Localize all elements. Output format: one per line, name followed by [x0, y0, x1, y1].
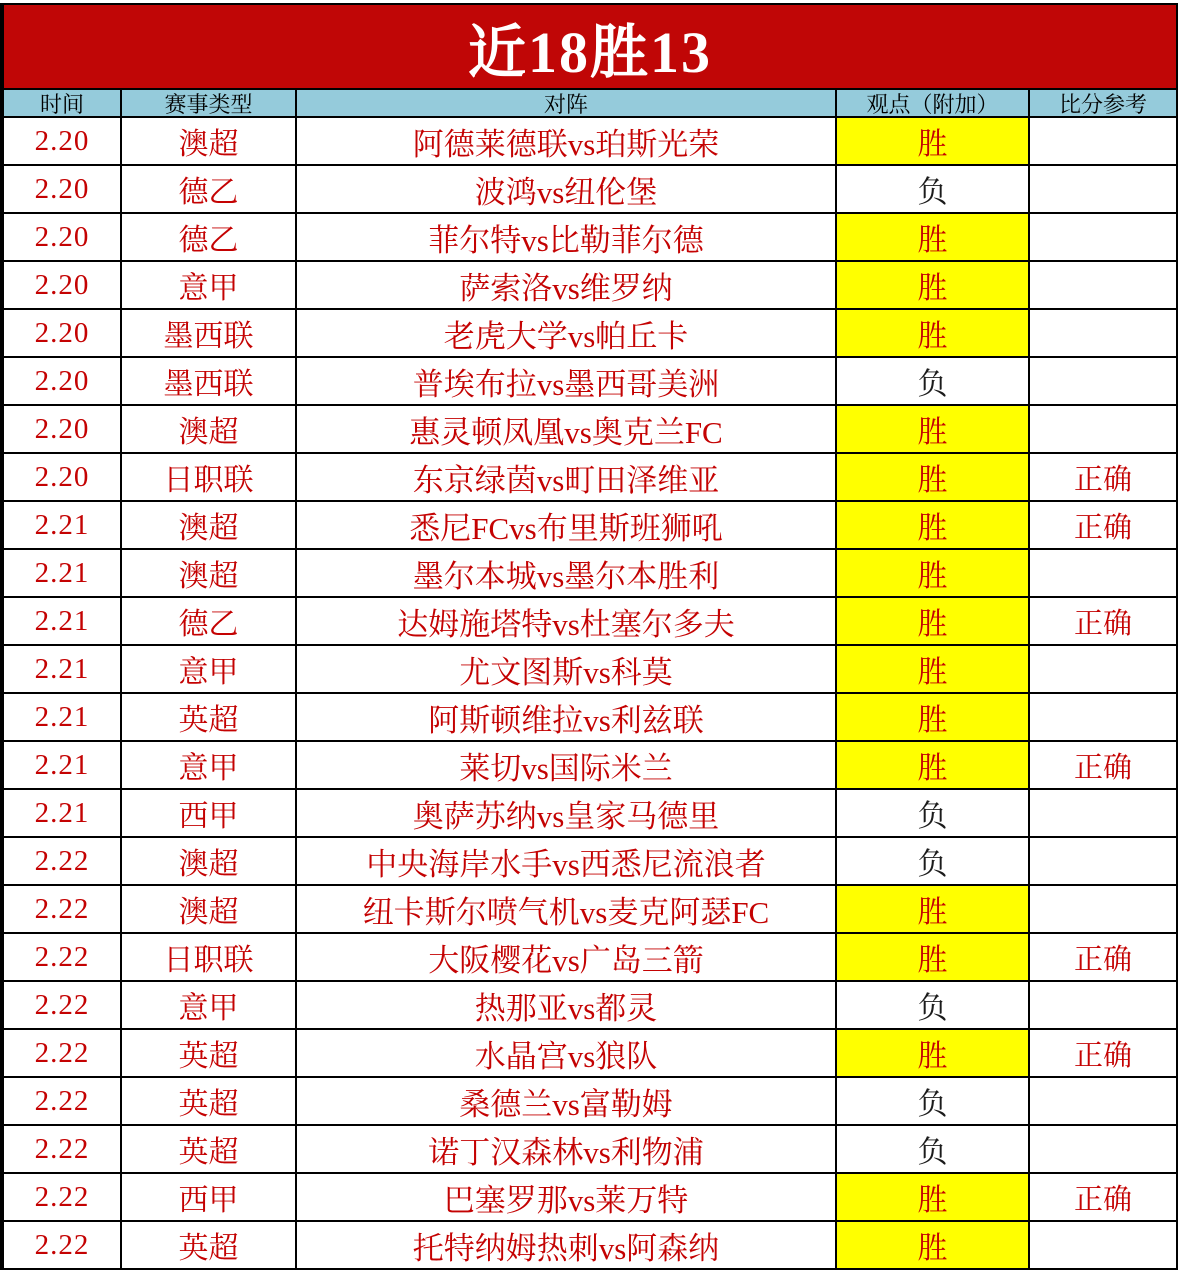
cell-match: 巴塞罗那vs莱万特	[297, 1174, 837, 1222]
cell-league: 意甲	[122, 982, 297, 1030]
table-row	[4, 406, 1176, 454]
cell-pick: 负	[837, 358, 1030, 406]
cell-date: 2.22	[4, 838, 122, 886]
cell-league: 德乙	[122, 598, 297, 646]
cell-match: 奥萨苏纳vs皇家马德里	[297, 790, 837, 838]
cell-pick: 胜	[837, 694, 1030, 742]
cell-result	[1030, 406, 1176, 454]
cell-pick: 胜	[837, 262, 1030, 310]
cell-date: 2.20	[4, 310, 122, 358]
cell-pick: 胜	[837, 742, 1030, 790]
table-row	[4, 742, 1176, 790]
cell-pick: 胜	[837, 886, 1030, 934]
table-row	[4, 790, 1176, 838]
title-banner: 近18胜13	[4, 5, 1176, 90]
table-row	[4, 214, 1176, 262]
table-row	[4, 1078, 1176, 1126]
cell-league: 澳超	[122, 838, 297, 886]
cell-match: 热那亚vs都灵	[297, 982, 837, 1030]
table-row	[4, 1174, 1176, 1222]
cell-result: 正确	[1030, 934, 1176, 982]
cell-result	[1030, 262, 1176, 310]
cell-match: 尤文图斯vs科莫	[297, 646, 837, 694]
cell-result: 正确	[1030, 1174, 1176, 1222]
cell-league: 英超	[122, 1030, 297, 1078]
cell-league: 墨西联	[122, 310, 297, 358]
table-row	[4, 1126, 1176, 1174]
cell-match: 墨尔本城vs墨尔本胜利	[297, 550, 837, 598]
cell-result	[1030, 886, 1176, 934]
cell-pick: 胜	[837, 406, 1030, 454]
cell-result: 正确	[1030, 742, 1176, 790]
cell-pick: 负	[837, 790, 1030, 838]
cell-pick: 胜	[837, 934, 1030, 982]
cell-match: 中央海岸水手vs西悉尼流浪者	[297, 838, 837, 886]
table-row	[4, 838, 1176, 886]
column-header-time: 时间	[4, 90, 122, 118]
table-row	[4, 262, 1176, 310]
table-row	[4, 454, 1176, 502]
cell-result	[1030, 790, 1176, 838]
cell-match: 普埃布拉vs墨西哥美洲	[297, 358, 837, 406]
table-row	[4, 118, 1176, 166]
cell-result	[1030, 214, 1176, 262]
cell-result	[1030, 1222, 1176, 1270]
cell-league: 西甲	[122, 790, 297, 838]
cell-result	[1030, 358, 1176, 406]
table-header-row	[4, 90, 1176, 118]
table-row	[4, 1222, 1176, 1270]
cell-pick: 胜	[837, 118, 1030, 166]
column-header-pick: 观点（附加）	[837, 90, 1030, 118]
cell-result	[1030, 166, 1176, 214]
cell-league: 意甲	[122, 646, 297, 694]
cell-result: 正确	[1030, 454, 1176, 502]
cell-match: 菲尔特vs比勒菲尔德	[297, 214, 837, 262]
cell-match: 波鸿vs纽伦堡	[297, 166, 837, 214]
cell-match: 萨索洛vs维罗纳	[297, 262, 837, 310]
cell-pick: 胜	[837, 502, 1030, 550]
table-row	[4, 502, 1176, 550]
cell-date: 2.21	[4, 502, 122, 550]
cell-league: 德乙	[122, 166, 297, 214]
table-body	[4, 118, 1176, 1270]
cell-pick: 负	[837, 166, 1030, 214]
cell-date: 2.20	[4, 454, 122, 502]
cell-league: 澳超	[122, 550, 297, 598]
cell-pick: 胜	[837, 550, 1030, 598]
column-header-score: 比分参考	[1030, 90, 1176, 118]
table-row	[4, 982, 1176, 1030]
cell-league: 澳超	[122, 406, 297, 454]
cell-result: 正确	[1030, 598, 1176, 646]
cell-match: 桑德兰vs富勒姆	[297, 1078, 837, 1126]
cell-league: 英超	[122, 1078, 297, 1126]
cell-league: 德乙	[122, 214, 297, 262]
cell-date: 2.22	[4, 1126, 122, 1174]
cell-date: 2.21	[4, 742, 122, 790]
cell-match: 老虎大学vs帕丘卡	[297, 310, 837, 358]
cell-result	[1030, 1126, 1176, 1174]
cell-date: 2.20	[4, 358, 122, 406]
cell-date: 2.21	[4, 646, 122, 694]
cell-match: 莱切vs国际米兰	[297, 742, 837, 790]
cell-date: 2.20	[4, 214, 122, 262]
cell-date: 2.22	[4, 1078, 122, 1126]
table-row	[4, 694, 1176, 742]
cell-match: 纽卡斯尔喷气机vs麦克阿瑟FC	[297, 886, 837, 934]
prediction-table	[0, 3, 1178, 1270]
cell-pick: 胜	[837, 598, 1030, 646]
cell-match: 东京绿茵vs町田泽维亚	[297, 454, 837, 502]
table-row	[4, 310, 1176, 358]
table-row	[4, 358, 1176, 406]
cell-result	[1030, 550, 1176, 598]
cell-match: 悉尼FCvs布里斯班狮吼	[297, 502, 837, 550]
table-row	[4, 166, 1176, 214]
table-row	[4, 1030, 1176, 1078]
table-row	[4, 646, 1176, 694]
cell-pick: 胜	[837, 1222, 1030, 1270]
cell-league: 西甲	[122, 1174, 297, 1222]
cell-pick: 胜	[837, 1030, 1030, 1078]
cell-result	[1030, 646, 1176, 694]
table-row	[4, 598, 1176, 646]
cell-date: 2.21	[4, 598, 122, 646]
cell-league: 英超	[122, 1222, 297, 1270]
cell-match: 诺丁汉森林vs利物浦	[297, 1126, 837, 1174]
cell-league: 墨西联	[122, 358, 297, 406]
cell-league: 英超	[122, 694, 297, 742]
cell-league: 澳超	[122, 886, 297, 934]
cell-league: 日职联	[122, 934, 297, 982]
cell-pick: 负	[837, 1126, 1030, 1174]
cell-match: 达姆施塔特vs杜塞尔多夫	[297, 598, 837, 646]
cell-pick: 胜	[837, 646, 1030, 694]
cell-match: 惠灵顿凤凰vs奥克兰FC	[297, 406, 837, 454]
cell-result	[1030, 982, 1176, 1030]
cell-pick: 胜	[837, 310, 1030, 358]
cell-date: 2.22	[4, 1222, 122, 1270]
cell-pick: 胜	[837, 454, 1030, 502]
cell-match: 托特纳姆热刺vs阿森纳	[297, 1222, 837, 1270]
cell-date: 2.20	[4, 118, 122, 166]
cell-league: 英超	[122, 1126, 297, 1174]
cell-result	[1030, 310, 1176, 358]
cell-pick: 胜	[837, 214, 1030, 262]
cell-result: 正确	[1030, 1030, 1176, 1078]
cell-pick: 负	[837, 982, 1030, 1030]
cell-result	[1030, 118, 1176, 166]
cell-league: 意甲	[122, 262, 297, 310]
cell-date: 2.20	[4, 262, 122, 310]
table-row	[4, 550, 1176, 598]
cell-date: 2.21	[4, 550, 122, 598]
cell-date: 2.22	[4, 1174, 122, 1222]
cell-match: 大阪樱花vs广岛三箭	[297, 934, 837, 982]
cell-league: 日职联	[122, 454, 297, 502]
cell-result	[1030, 838, 1176, 886]
cell-match: 水晶宫vs狼队	[297, 1030, 837, 1078]
cell-league: 澳超	[122, 502, 297, 550]
cell-date: 2.22	[4, 982, 122, 1030]
cell-pick: 负	[837, 1078, 1030, 1126]
cell-date: 2.22	[4, 934, 122, 982]
cell-result: 正确	[1030, 502, 1176, 550]
column-header-match: 对阵	[297, 90, 837, 118]
cell-pick: 胜	[837, 1174, 1030, 1222]
cell-date: 2.22	[4, 886, 122, 934]
cell-date: 2.21	[4, 790, 122, 838]
table-row	[4, 886, 1176, 934]
cell-league: 澳超	[122, 118, 297, 166]
cell-match: 阿德莱德联vs珀斯光荣	[297, 118, 837, 166]
column-header-league: 赛事类型	[122, 90, 297, 118]
cell-result	[1030, 1078, 1176, 1126]
cell-league: 意甲	[122, 742, 297, 790]
table-row	[4, 934, 1176, 982]
cell-result	[1030, 694, 1176, 742]
cell-date: 2.21	[4, 694, 122, 742]
cell-pick: 负	[837, 838, 1030, 886]
cell-date: 2.20	[4, 166, 122, 214]
cell-match: 阿斯顿维拉vs利兹联	[297, 694, 837, 742]
cell-date: 2.22	[4, 1030, 122, 1078]
cell-date: 2.20	[4, 406, 122, 454]
